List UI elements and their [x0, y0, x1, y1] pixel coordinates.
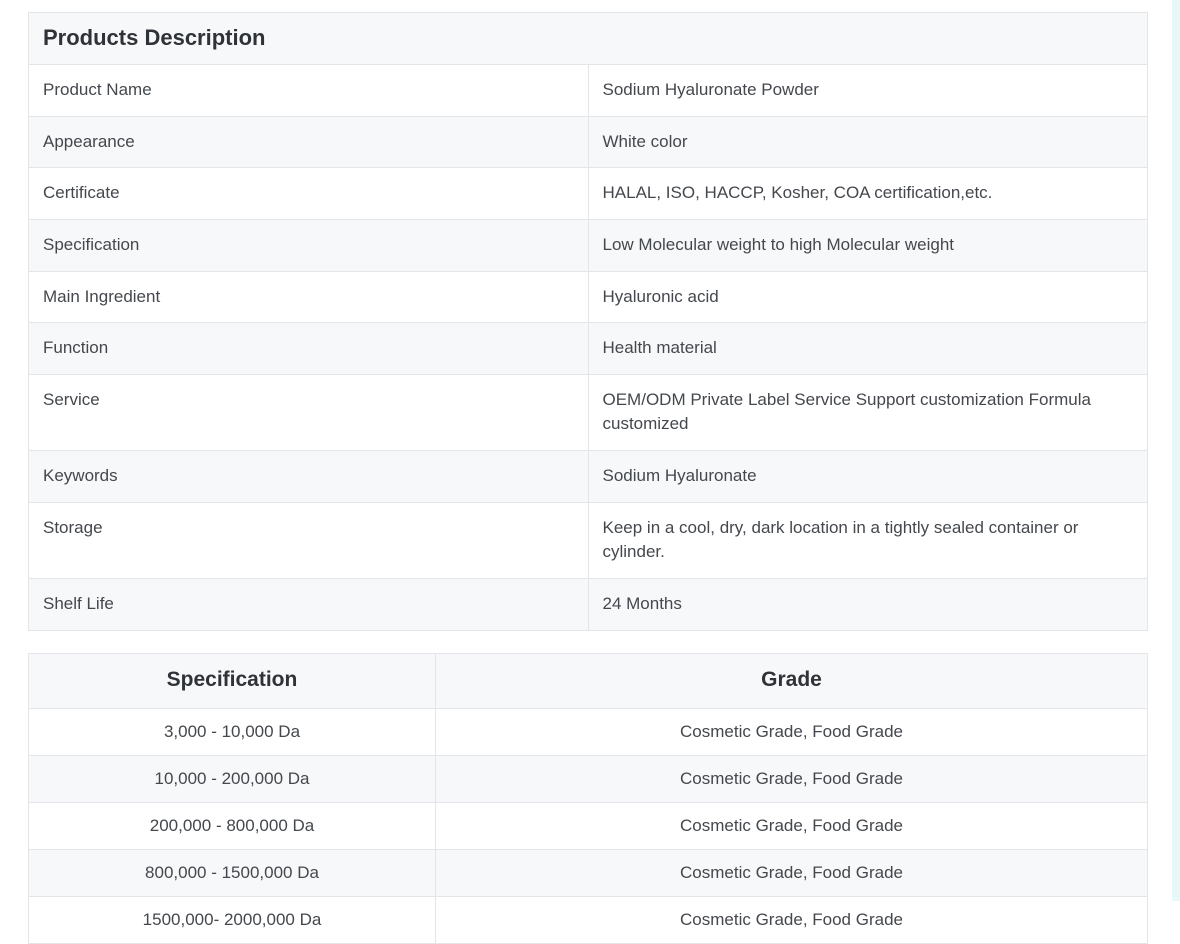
row-label-appearance: Appearance: [29, 116, 589, 168]
row-label-keywords: Keywords: [29, 451, 589, 503]
row-value-function: Health material: [588, 323, 1148, 375]
products-description-title: Products Description: [29, 13, 1148, 65]
products-description-table: [28, 12, 1148, 631]
table-header-row: [29, 653, 1148, 708]
cell-specification: 1500,000- 2000,000 Da: [29, 896, 436, 943]
table-row: [29, 708, 1148, 755]
row-label-main-ingredient: Main Ingredient: [29, 271, 589, 323]
cell-specification: 3,000 - 10,000 Da: [29, 708, 436, 755]
row-value-product-name: Sodium Hyaluronate Powder: [588, 65, 1148, 117]
table-row: [29, 271, 1148, 323]
column-header-specification: Specification: [29, 653, 436, 708]
row-value-appearance: White color: [588, 116, 1148, 168]
table-row: [29, 65, 1148, 117]
row-value-certificate: HALAL, ISO, HACCP, Kosher, COA certification,etc.: [588, 168, 1148, 220]
row-label-service: Service: [29, 374, 589, 450]
table-row: [29, 451, 1148, 503]
cell-grade: Cosmetic Grade, Food Grade: [436, 755, 1148, 802]
row-label-function: Function: [29, 323, 589, 375]
row-value-keywords: Sodium Hyaluronate: [588, 451, 1148, 503]
row-label-specification: Specification: [29, 219, 589, 271]
row-label-product-name: Product Name: [29, 65, 589, 117]
cell-grade: Cosmetic Grade, Food Grade: [436, 849, 1148, 896]
specification-grade-table: [28, 653, 1148, 944]
cell-specification: 800,000 - 1500,000 Da: [29, 849, 436, 896]
row-label-storage: Storage: [29, 502, 589, 578]
column-header-grade: Grade: [436, 653, 1148, 708]
cell-specification: 200,000 - 800,000 Da: [29, 802, 436, 849]
table-row: [29, 323, 1148, 375]
cell-specification: 10,000 - 200,000 Da: [29, 755, 436, 802]
table-row: [29, 374, 1148, 450]
table-row: [29, 755, 1148, 802]
cell-grade: Cosmetic Grade, Food Grade: [436, 802, 1148, 849]
table-row: [29, 168, 1148, 220]
row-value-storage: Keep in a cool, dry, dark location in a tightly sealed container or cylinder.: [588, 502, 1148, 578]
row-value-main-ingredient: Hyaluronic acid: [588, 271, 1148, 323]
cell-grade: Cosmetic Grade, Food Grade: [436, 708, 1148, 755]
row-value-service: OEM/ODM Private Label Service Support customization Formula customized: [588, 374, 1148, 450]
table-row: [29, 849, 1148, 896]
table-header-row: [29, 13, 1148, 65]
table-row: [29, 116, 1148, 168]
table-row: [29, 579, 1148, 631]
row-value-specification: Low Molecular weight to high Molecular weight: [588, 219, 1148, 271]
row-label-shelf-life: Shelf Life: [29, 579, 589, 631]
row-label-certificate: Certificate: [29, 168, 589, 220]
cell-grade: Cosmetic Grade, Food Grade: [436, 896, 1148, 943]
table-row: [29, 802, 1148, 849]
table-row: [29, 219, 1148, 271]
table-row: [29, 896, 1148, 943]
table-row: [29, 502, 1148, 578]
row-value-shelf-life: 24 Months: [588, 579, 1148, 631]
